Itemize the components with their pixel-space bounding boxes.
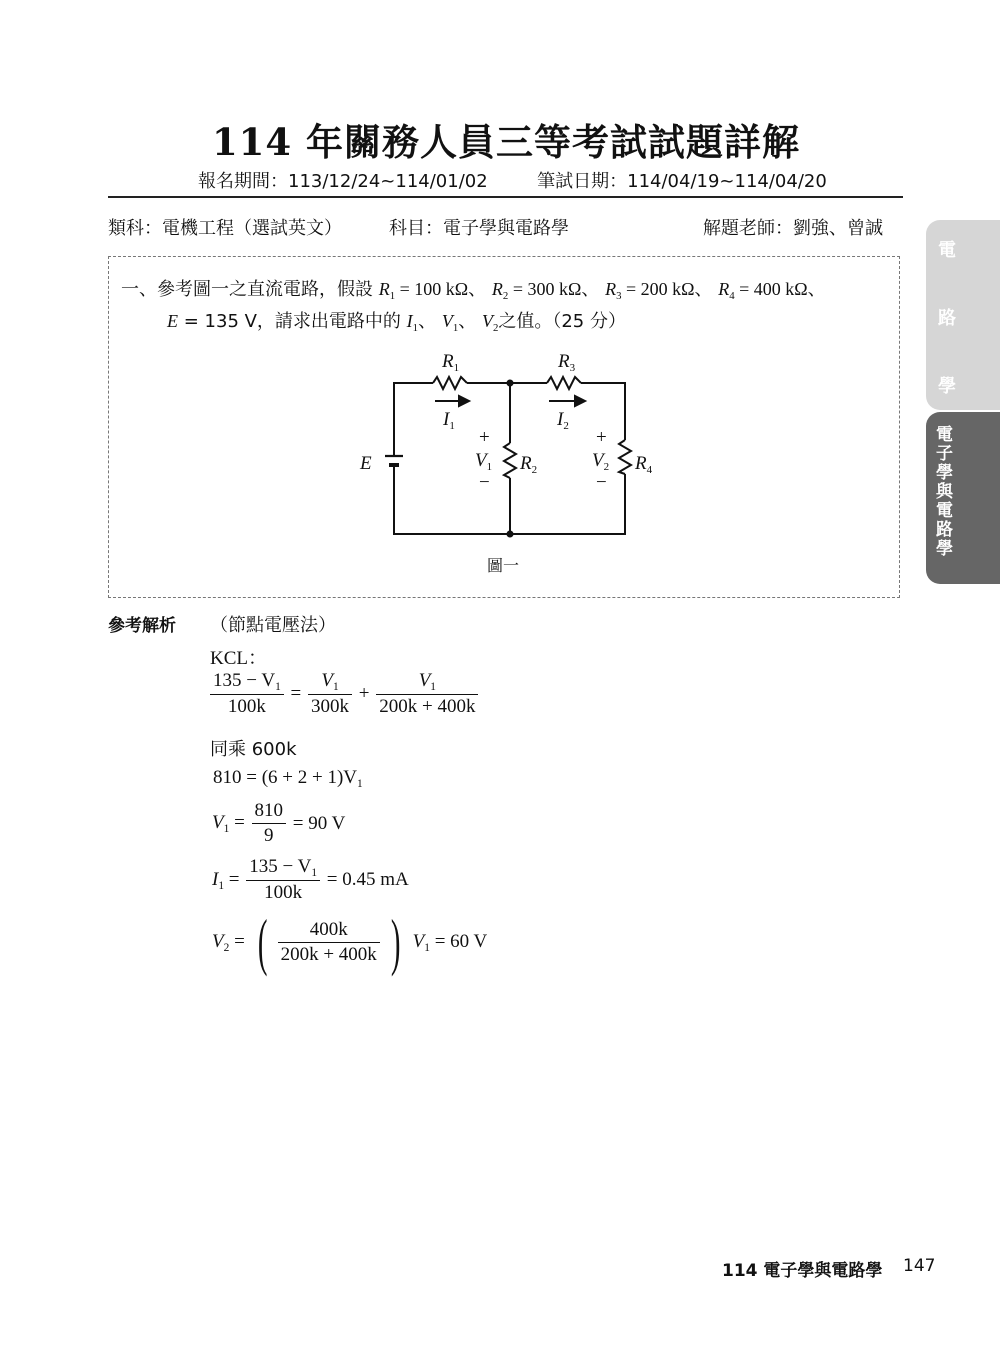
label-r2: $R_2$ [520, 453, 538, 476]
label-i1: $I_1$ [443, 409, 455, 432]
label-v1-minus: − [479, 472, 490, 493]
question-box [108, 256, 900, 598]
side-tab-electronics-circuits[interactable] [926, 412, 1000, 584]
circuit-diagram [109, 257, 901, 599]
side-tab-char-2: 路 [938, 308, 956, 329]
label-r4: $R_4$ [635, 453, 653, 476]
side-tab-circuits[interactable] [926, 220, 1000, 410]
node-bottom [507, 531, 514, 538]
solution-method: （節點電壓法） [210, 615, 336, 636]
label-e: E [360, 453, 372, 474]
equation-v2: $V_2$ = ( $\frac{400k}{200k + 400k}$ ) $V_1 = 60$ V [212, 906, 488, 977]
side-tab-char-1: 電 [938, 240, 956, 261]
label-r3: $R_3$ [558, 351, 576, 374]
label-v2: $V_2$ [592, 450, 610, 473]
question-line-1: 一、參考圖一之直流電路，假設 $R_1 = 100$ kΩ、 $R_2 = 300$ kΩ、 $R_3 = 200$ kΩ、 $R_4 = 400$ kΩ、 [121, 279, 826, 302]
label-r1: $R_1$ [442, 351, 460, 374]
node-top [507, 380, 514, 387]
side-tab-active-label: 電子學與電路學 [936, 425, 953, 559]
footer-book-title: 114 電子學與電路學 [722, 1261, 883, 1281]
equation-i1: $I_1$ = $\frac{135 - V_1}{100k}$ = 0.45 mA [212, 856, 409, 903]
category-label: 類科：電機工程（選試英文） [108, 218, 342, 239]
kcl-label: KCL： [210, 648, 268, 669]
equation-kcl: $\frac{135 - V_1}{100k}$ = $\frac{V_1}{300k}$ + $\frac{V_1}{200k + 400k}$ [210, 670, 478, 718]
page-title: 114 年關務人員三等考試試題詳解 [211, 120, 801, 164]
teacher-label: 解題老師：劉強、曾誠 [703, 218, 883, 239]
header-divider [108, 196, 903, 198]
equation-810: $810 = (6 + 2 + 1)V_1$ [213, 767, 363, 790]
exam-date: 筆試日期：114/04/19~114/04/20 [537, 171, 827, 192]
question-line-2: E = 135 V，請求出電路中的 $I_1$、 $V_1$、 $V_2$之值。（25 分） [167, 311, 626, 334]
subject-label: 科目：電子學與電路學 [389, 218, 569, 239]
label-i2: $I_2$ [557, 409, 569, 432]
multiply-line: 同乘 600k [210, 739, 297, 760]
side-tab-char-3: 學 [938, 376, 956, 397]
label-v1-plus: + [479, 427, 490, 448]
label-v1: $V_1$ [475, 450, 493, 473]
resistor-r3 [547, 377, 581, 389]
label-v2-plus: + [596, 427, 607, 448]
registration-period: 報名期間：113/12/24~114/01/02 [198, 171, 488, 192]
figure-caption: 圖一 [487, 556, 520, 575]
equation-v1: $V_1$ = $\frac{810}{9}$ = 90 V [212, 800, 346, 846]
resistor-r2 [504, 443, 516, 478]
resistor-r4 [619, 440, 631, 474]
header-dates [198, 167, 827, 193]
resistor-r1 [433, 377, 467, 389]
page-number: 147 [903, 1256, 936, 1276]
label-v2-minus: − [596, 472, 607, 493]
solution-label: 參考解析 [108, 616, 176, 636]
